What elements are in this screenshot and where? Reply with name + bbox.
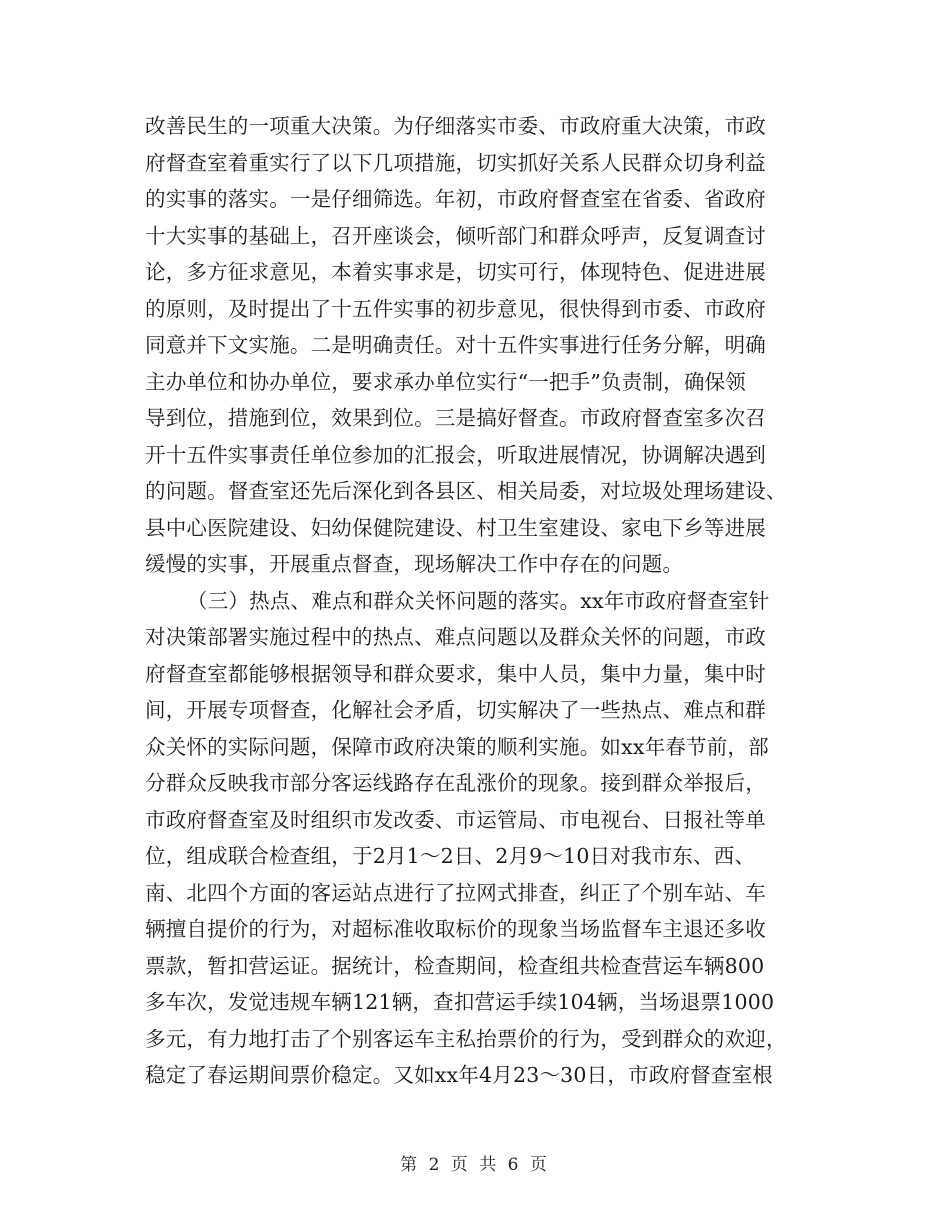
text-line: 多车次，发觉违规车辆121辆，查扣营运手续104辆，当场退票1000 (145, 990, 775, 1014)
text-line: 县中心医院建设、妇幼保健院建设、村卫生室建设、家电下乡等进展 (145, 515, 766, 540)
text-line: 导到位，措施到位，效果到位。三是搞好督查。市政府督查室多次召 (145, 406, 766, 430)
text-line: 稳定了春运期间票价稳定。又如xx年4月23～30日，市政府督查室根 (145, 1063, 773, 1087)
text-line: 辆擅自提价的行为，对超标准收取标价的现象当场监督车主退还多收 (145, 917, 766, 941)
text-line: 十大实事的基础上，召开座谈会，倾听部门和群众呼声，反复调查讨 (145, 223, 766, 248)
text-line: 多元，有力地打击了个别客运车主私抬票价的行为，受到群众的欢迎， (145, 1026, 787, 1051)
text-line: 的实事的落实。一是仔细筛选。年初，市政府督查室在省委、省政府 (145, 187, 766, 211)
text-line: 改善民生的一项重大决策。为仔细落实市委、市政府重大决策，市政 (145, 114, 766, 138)
text-line: 主办单位和协办单位，要求承办单位实行“一把手”负责制，确保领 (145, 369, 746, 394)
text-line: 分群众反映我市部分客运线路存在乱涨价的现象。接到群众举报后， (145, 771, 766, 795)
body-text (145, 108, 805, 1094)
text-line: 对决策部署实施过程中的热点、难点问题以及群众关怀的问题，市政 (145, 625, 766, 649)
text-line: 同意并下文实施。二是明确责任。对十五件实事进行任务分解，明确 (145, 333, 766, 357)
section-heading-line: （三）热点、难点和群众关怀问题的落实。xx年市政府督查室针 (187, 588, 770, 613)
text-line: 南、北四个方面的客运站点进行了拉网式排查，纠正了个别车站、车 (145, 880, 766, 905)
text-line: 开十五件实事责任单位参加的汇报会，听取进展情况，协调解决遇到 (145, 442, 766, 467)
text-line: 缓慢的实事，开展重点督查，现场解决工作中存在的问题。 (145, 552, 684, 576)
text-line: 的原则，及时提出了十五件实事的初步意见，很快得到市委、市政府 (145, 296, 766, 321)
text-line: 位，组成联合检查组，于2月1～2日、2月9～10日对我市东、西、 (145, 844, 756, 868)
text-line: 间，开展专项督查，化解社会矛盾，切实解决了一些热点、难点和群 (145, 698, 766, 722)
text-line: 票款，暂扣营运证。据统计，检查期间，检查组共检查营运车辆800 (145, 953, 765, 978)
text-line: 众关怀的实际问题，保障市政府决策的顺利实施。如xx年春节前，部 (145, 734, 769, 759)
text-line: 府督查室都能够根据领导和群众要求，集中人员，集中力量，集中时 (145, 661, 766, 686)
text-line: 论，多方征求意见，本着实事求是，切实可行，体现特色、促进进展 (145, 260, 766, 284)
text-line: 府督查室着重实行了以下几项措施，切实抓好关系人民群众切身利益 (145, 150, 766, 175)
text-line: 的问题。督查室还先后深化到各县区、相关局委，对垃圾处理场建设、 (145, 479, 787, 503)
page-number-footer: 第 2 页 共 6 页 (400, 1155, 550, 1175)
text-line: 市政府督查室及时组织市发改委、市运管局、市电视台、日报社等单 (145, 807, 766, 832)
